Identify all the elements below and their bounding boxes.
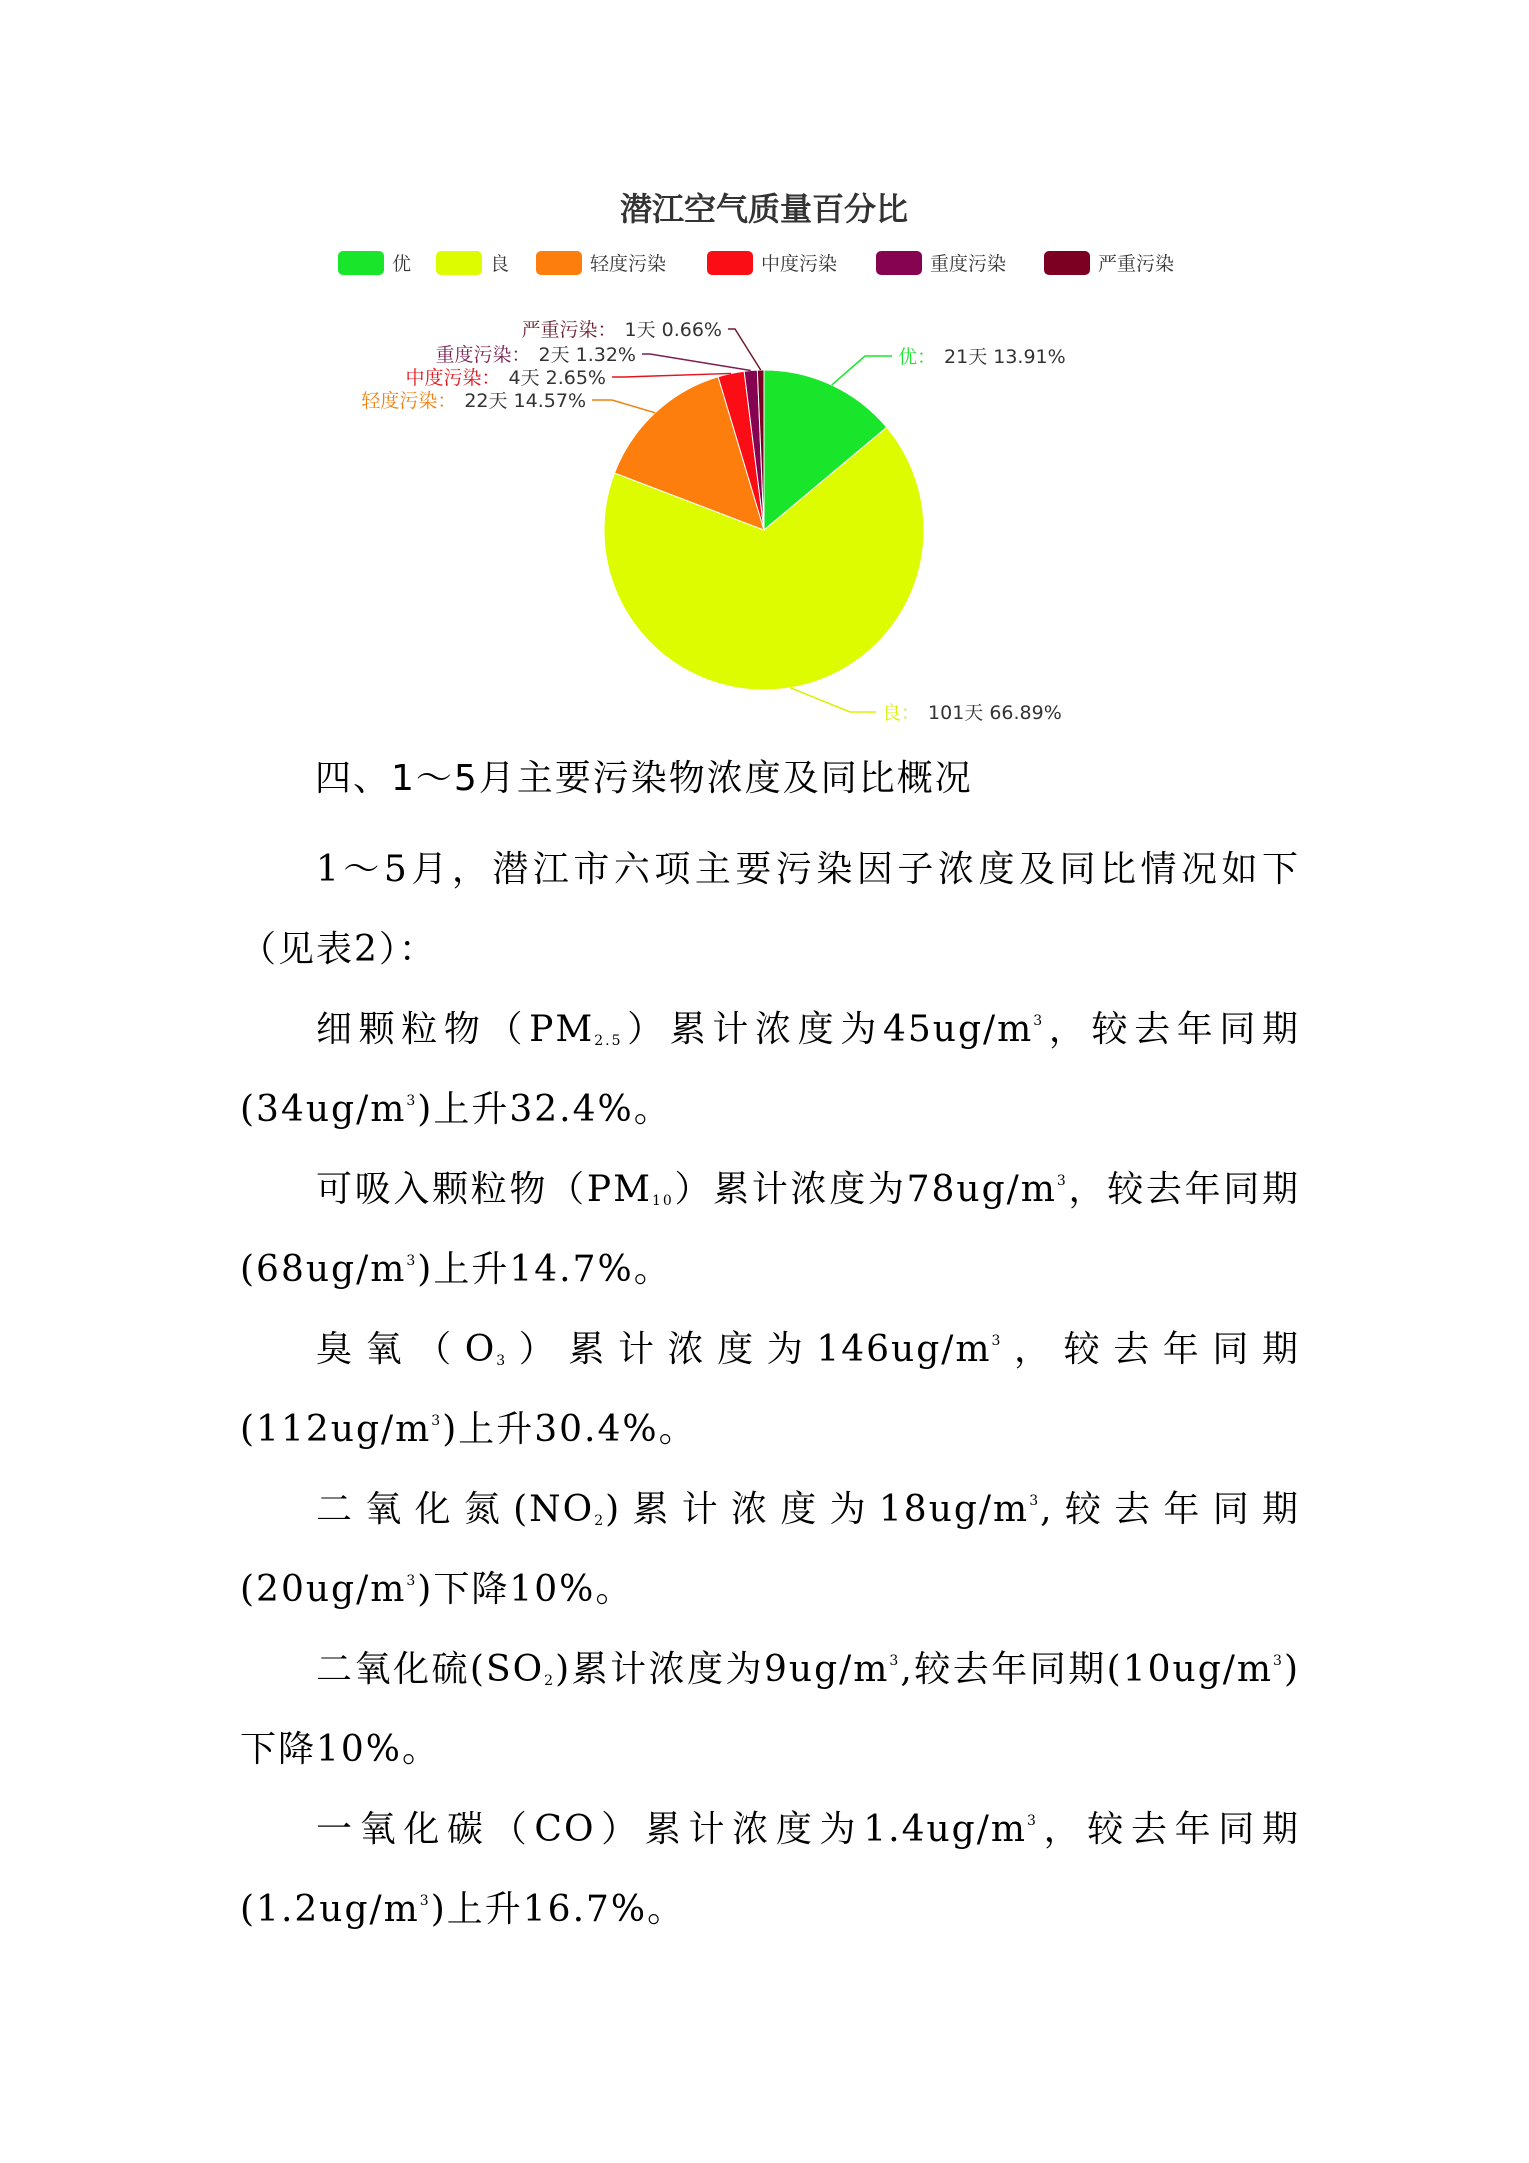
pollutant-paragraph: 二氧化硫$(SO_2)$累计浓度为$9ug/m^3$,较去年同期$(10ug/m^3)$下降10%。 (240, 1649, 1300, 1770)
legend-swatch (338, 251, 384, 275)
legend-swatch (876, 251, 922, 275)
pollutant-list (240, 990, 1300, 1950)
legend-label: 轻度污染 (590, 253, 667, 275)
leader-line (592, 400, 655, 413)
chart-title: 潜江空气质量百分比 (619, 190, 909, 228)
legend-swatch (536, 251, 582, 275)
leader-line (832, 356, 892, 385)
pollutant-paragraph: 细颗粒物$(PM_{2.5})$累计浓度为$45ug/m^3$，较去年同期$(34ug/m^3)$上升32.4%。 (240, 1009, 1300, 1130)
slice-label: 严重污染： 1天 0.66% (521, 319, 722, 341)
leader-line (790, 688, 876, 712)
slice-label: 轻度污染： 22天 14.57% (361, 390, 586, 412)
legend-label: 重度污染 (930, 253, 1007, 275)
legend-label: 优 (392, 253, 412, 275)
leader-line (728, 329, 761, 370)
legend-label: 严重污染 (1098, 253, 1175, 275)
section-body (240, 830, 1300, 1950)
slice-label: 良： 101天 66.89% (882, 702, 1062, 724)
legend-label: 良 (490, 253, 510, 275)
slice-label: 中度污染： 4天 2.65% (405, 367, 606, 389)
pollutant-paragraph: 可吸入颗粒物$(PM_{10})$累计浓度为$78ug/m^3$，较去年同期$(68ug/m^3)$上升14.7%。 (240, 1169, 1300, 1290)
section-heading: 四、1～5月主要污染物浓度及同比概况 (315, 758, 973, 799)
chart-legend (338, 251, 1174, 275)
leader-line (612, 373, 731, 377)
slice-label: 优： 21天 13.91% (898, 346, 1066, 368)
pollutant-paragraph: 臭氧$(O_3)$累计浓度为$146ug/m^3$，较去年同期$(112ug/m^3)$上升30.4%。 (240, 1329, 1300, 1450)
leader-line (642, 354, 751, 371)
legend-swatch (436, 251, 482, 275)
slice-label: 重度污染： 2天 1.32% (435, 344, 636, 366)
legend-swatch (1044, 251, 1090, 275)
pie-slices (604, 370, 924, 690)
legend-label: 中度污染 (761, 253, 838, 275)
intro-paragraph: 1～5月，潜江市六项主要污染因子浓度及同比情况如下（见表2）： (240, 849, 1300, 970)
pollutant-paragraph: 一氧化碳（CO）累计浓度为$1.4ug/m^3$，较去年同期$(1.2ug/m^3)$上升16.7%。 (240, 1809, 1300, 1930)
pie-chart (0, 0, 1529, 760)
pollutant-paragraph: 二氧化氮$(NO_2)$累计浓度为$18ug/m^3$,较去年同期$(20ug/m^3)$下降10%。 (240, 1489, 1300, 1610)
legend-swatch (707, 251, 753, 275)
